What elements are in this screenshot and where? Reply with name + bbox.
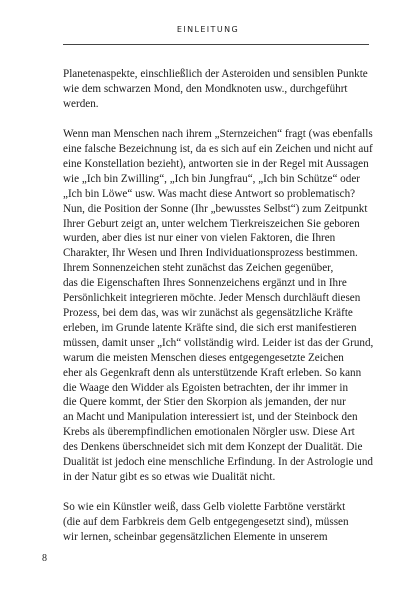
body-text	[63, 67, 373, 545]
text-line: die Quere kommt, der Stier den Skorpion als jemanden, der nur	[63, 396, 346, 409]
text-line: Persönlichkeit integrieren möchte. Jeder Mensch durchläuft diesen	[63, 292, 361, 305]
paragraph	[63, 500, 373, 545]
header-rule	[63, 44, 369, 45]
text-line: eine falsche Bezeichnung ist, da es sich auf ein Zeichen und nicht auf	[63, 143, 373, 156]
text-line: wir lernen, scheinbar gegensätzlichen Elemente in unserem	[63, 531, 328, 544]
text-line: Krebs als überempfindlichen emotionalen Nörgler usw. Diese Art	[63, 426, 355, 439]
text-line: „Ich bin Löwe“ usw. Was macht diese Antwort so problematisch?	[63, 187, 356, 200]
text-line: die Waage den Widder als Egoisten betrachten, der ihr immer in	[63, 381, 349, 394]
text-line: So wie ein Künstler weiß, dass Gelb violette Farbtöne verstärkt	[63, 501, 346, 514]
text-line: Ihrer Geburt zeigt an, unter welchem Tierkreiszeichen Sie geboren	[63, 217, 360, 230]
text-line: wie dem schwarzen Mond, den Mondknoten usw., durchgeführt	[63, 82, 348, 95]
text-line: Charakter, Ihr Wesen und Ihren Individuationsprozess bestimmen.	[63, 247, 358, 260]
text-line: eine Konstellation bezieht), antworten sie in der Regel mit Aussagen	[63, 157, 369, 170]
text-line: erleben, im Grunde latente Kräfte sind, die sich erst manifestieren	[63, 321, 357, 334]
paragraph	[63, 127, 373, 485]
text-line: an Macht und Manipulation interessiert ist, und der Steinbock den	[63, 411, 358, 424]
paragraph-gap	[63, 485, 373, 500]
text-line: warum die meisten Menschen dieses entgegengesetzte Zeichen	[63, 351, 344, 364]
text-line: Wenn man Menschen nach ihrem „Sternzeichen“ fragt (was ebenfalls	[63, 128, 373, 141]
paragraph-gap	[63, 112, 373, 127]
text-line: das die Eigenschaften Ihres Sonnenzeichens ergänzt und in Ihre	[63, 277, 347, 290]
text-line: (die auf dem Farbkreis dem Gelb entgegengesetzt sind), müssen	[63, 516, 349, 529]
text-line: Ihrem Sonnenzeichen steht zunächst das Zeichen gegenüber,	[63, 262, 334, 275]
text-line: wurden, aber dies ist nur einer von vielen Faktoren, die Ihren	[63, 232, 336, 245]
text-line: Planetenaspekte, einschließlich der Asteroiden und sensiblen Punkte	[63, 68, 368, 80]
running-header: EINLEITUNG	[176, 25, 240, 34]
paragraph	[63, 67, 373, 112]
text-line: in der Natur gibt es so etwas wie Dualität nicht.	[63, 470, 276, 483]
text-line: Dualität ist jedoch eine menschliche Erfindung. In der Astrologie und	[63, 456, 374, 469]
text-line: eher als Gegenkraft denn als unterstützende Kraft erleben. So kann	[63, 366, 362, 379]
text-line: Prozess, bei dem das, was wir zunächst als gegensätzliche Kräfte	[63, 306, 353, 319]
page-number: 8	[42, 553, 47, 564]
text-line: wie „Ich bin Zwilling“, „Ich bin Jungfrau“, „Ich bin Schütze“ oder	[63, 172, 360, 185]
text-line: werden.	[63, 97, 99, 110]
text-line: müssen, damit unser „Ich“ vollständig wird. Leider ist das der Grund,	[63, 336, 374, 349]
text-line: Nun, die Position der Sonne (Ihr „bewusstes Selbst“) zum Zeitpunkt	[63, 202, 368, 215]
text-line: des Denkens überschneidet sich mit dem Konzept der Dualität. Die	[63, 441, 363, 454]
